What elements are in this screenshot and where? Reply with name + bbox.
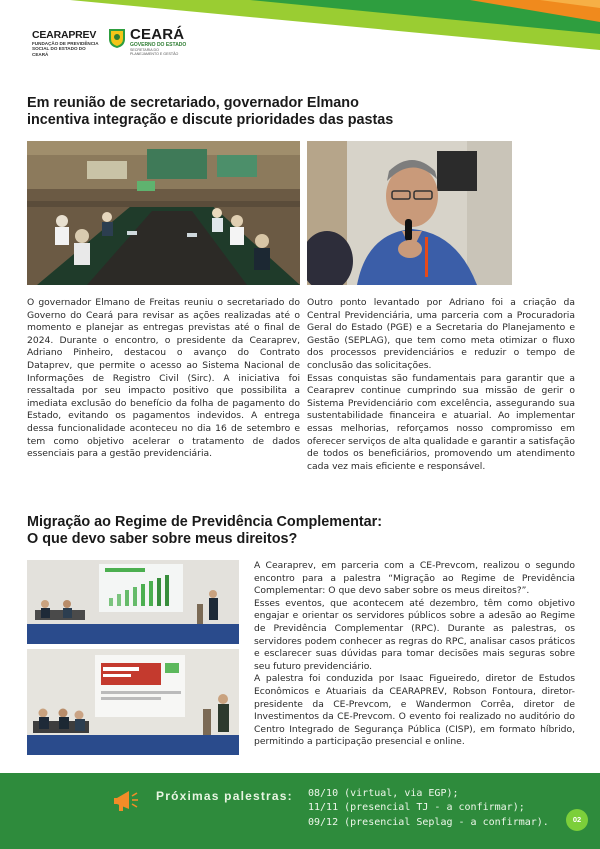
ceara-logo-secretariat-1: SECRETARIA DO [130,48,159,52]
article1-col2-para2: Essas conquistas são fundamentais para garantir que a Cearaprev continue cumprindo sua missão de gerir o Sistema Previdenciário com excelência, assegurando sua sustentabilidade financeira e atuarial. Ao implementar essas melhorias, reforçamos nosso compromisso em oferecer serviços de alta qualidade e garantir a satisfação de todos os beneficiários, promovendo um atendimento cada vez mais eficiente e responsável. [307,372,575,472]
page-number: 02 [566,809,588,831]
footer-banner [0,773,600,849]
article2-title-line1: Migração ao Regime de Previdência Complementar: [27,514,383,530]
article2-para2: Esses eventos, que acontecem até dezembro, têm como objetivo engajar e orientar os servidores públicos sobre a adesão ao Regime de Previdência Complementar (RPC). Durante as palestras, os servidores podem conhecer as regras do RPC, analisar casos práticos e esclarecer suas dúvidas para tomar decisões mais seguras sobre seu futuro previdenciário. [254,597,575,672]
upcoming-talks-label: Próximas palestras: [156,789,293,803]
auditorium-photo-2 [27,649,239,755]
article1-title-line1: Em reunião de secretariado, governador Elmano [27,95,359,111]
article1-col1-text: O governador Elmano de Freitas reuniu o secretariado do Governo do Ceará para revisar as ações realizadas até o momento e planejar as entregas previstas até o final de 2024. Durante o encontro, o presidente da Cearaprev, Adriano Pinheiro, destacou o avanço do Contrato Dataprev, que permite o acesso ao Sistema Nacional de Informações de Registro Civil (Sirc). A iniciativa foi ressaltada por seu impacto positivo que possibilita a imediata exclusão do benefício da folha de pagamento do Estado, evitando os pagamentos indevidos. A entrega dessa funcionalidade aconteceu no dia 16 de setembro e tem como objetivo acelerar o tratamento de dados essenciais para a gestão previdenciária. [27,297,300,460]
ceara-logo-name: CEARÁ [130,26,185,43]
ceara-logo-government: GOVERNO DO ESTADO [130,42,187,48]
auditorium-photo-1 [27,560,239,644]
article1-column1 [27,297,300,461]
article2-title [27,514,427,548]
article2-para1: A Cearaprev, em parceria com a CE-Prevcom, realizou o segundo encontro para a palestra “Migração ao Regime de Previdência Complementar: O que devo saber sobre os meus direitos?”. [254,560,575,597]
cearaprev-logo-subtitle-1: FUNDAÇÃO DE PREVIDÊNCIA [32,41,99,46]
article1-column2 [307,297,575,473]
upcoming-talk-1: 08/10 (virtual, via EGP); [308,788,459,799]
ceara-logo-secretariat-2: PLANEJAMENTO E GESTÃO [130,52,179,56]
ceara-government-logo [108,27,198,55]
upcoming-talk-3: 09/12 (presencial Seplag - a confirmar). [308,816,549,828]
cearaprev-logo [32,29,102,57]
upcoming-talk-2: 11/11 (presencial TJ - a confirmar); [308,802,525,814]
upcoming-talks-list [308,787,549,830]
ceara-logo-secretariat [130,48,190,56]
cearaprev-logo-subtitle-2: SOCIAL DO ESTADO DO CEARÁ [32,46,86,57]
article1-title-line2: incentiva integração e discute prioridades das pastas [27,112,394,128]
megaphone-icon [111,788,141,814]
article1-title [27,95,427,129]
crest-icon [108,27,126,49]
article1-col2-para1: Outro ponto levantado por Adriano foi a criação da Central Previdenciária, uma parceria com a Procuradoria Geral do Estado (PGE) e a Secretaria do Planejamento e Gestão (SEPLAG), que tem como meta otimizar o fluxo dos processos previdenciários e reduzir o tempo de conclusão das solicitações. [307,297,575,371]
speaker-photo [307,141,512,285]
article2-text [254,560,575,749]
cearaprev-logo-name: CEARAPREV [32,29,97,41]
article2-title-line2: O que devo saber sobre meus direitos? [27,531,298,547]
meeting-photo [27,141,300,285]
article2-para3: A palestra foi conduzida por Isaac Figueiredo, diretor de Estudos Econômicos e Atuariais da CEARAPREV, Robson Fontoura, diretor-presidente da CE-Prevcom, e Wandermon Corrêa, diretor de Investimentos da CE-Prevcom. O evento foi realizado no auditório do Centro Integrado de Segurança Pública (CISP), em formato híbrido, permitindo a participação presencial e online. [254,673,575,748]
